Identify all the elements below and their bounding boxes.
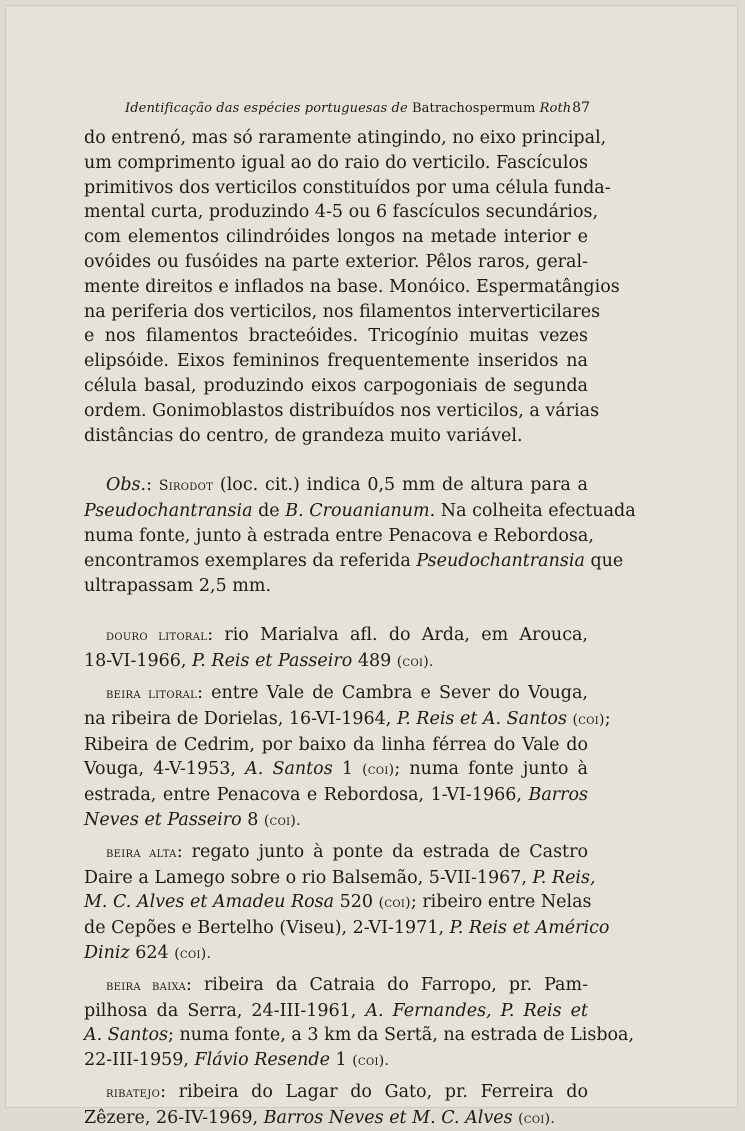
record-text: : rio Marialva afl. do Arda, em Arouca, (207, 625, 588, 646)
record-text: : ribeira da Catraia do Farropo, pr. Pam- (186, 974, 588, 995)
text-line: numa fonte, junto à estrada entre Penacova e Rebordosa, (84, 525, 594, 546)
record-text: 1 (329, 1050, 353, 1071)
record-text: 8 (241, 809, 264, 830)
text-line (84, 707, 611, 733)
text-line (84, 1080, 588, 1106)
text-line (84, 649, 588, 675)
herbarium-code: (coi) (362, 762, 395, 779)
running-title-genus: Batrachospermum (412, 101, 536, 116)
taxon-name: B. Crouanianum. (285, 501, 436, 522)
herbarium-code: (coi). (396, 654, 434, 671)
collector-names: A. Santos (84, 1025, 169, 1046)
collector-names: P. Reis, (532, 867, 596, 888)
obs-text: encontramos exemplares da referida (84, 550, 417, 571)
obs-text: que (584, 550, 624, 571)
text-line (84, 1023, 635, 1048)
page-body (84, 126, 636, 1131)
text-line (84, 808, 588, 834)
record-text: de Cepões e Bertelho (Viseu), 2-VI-1971, (84, 918, 450, 939)
record-text: 520 (334, 892, 379, 913)
text-line: distâncias do centro, de grandeza muito variável. (84, 425, 523, 446)
text-line: célula basal, produzindo eixos carpogoniais de segunda (84, 375, 588, 396)
collector-names: Flávio Resende (194, 1050, 330, 1071)
text-line (84, 1048, 588, 1074)
record-text: 489 (352, 651, 397, 672)
herbarium-code: (coi). (263, 812, 301, 829)
record-text: ; numa fonte junto à (394, 759, 588, 780)
text-line (84, 999, 588, 1024)
collector-names: M. C. Alves et Amadeu Rosa (84, 892, 335, 913)
region-label: douro litoral (106, 628, 208, 645)
collector-names: Barros Neves et M. C. Alves (263, 1107, 513, 1128)
text-line (84, 941, 588, 967)
herbarium-code: (coi) (572, 711, 605, 728)
obs-text: (loc. cit.) indica 0,5 mm de altura para a (213, 475, 588, 496)
collector-names: A. Fernandes, P. Reis et (365, 1000, 588, 1021)
text-line: elipsóide. Eixos femininos frequentemente inseridos na (84, 351, 588, 372)
text-line (84, 499, 636, 524)
record-text: 1 (332, 759, 363, 780)
obs-text: de (252, 501, 286, 522)
collector-names: P. Reis et Passeiro (192, 651, 353, 672)
record-text: 22-III-1959, (84, 1050, 195, 1071)
record-beira-baixa (84, 973, 635, 1074)
text-line (84, 681, 588, 707)
text-line (84, 623, 588, 649)
text-line: ovóides ou fusóides na parte exterior. Pêlos raros, geral- (84, 251, 588, 272)
text-line: e nos filamentos bracteóides. Tricogínio muitas vezes (84, 326, 588, 347)
record-beira-litoral (84, 681, 611, 834)
obs-author: Sirodot (158, 478, 214, 495)
collector-names: P. Reis et Américo (449, 918, 610, 939)
page (5, 5, 738, 1128)
text-line: Obs.: Sirodot (loc. cit.) indica 0,5 mm de altura para a (106, 475, 588, 496)
page-number: 87 (572, 100, 590, 116)
record-text: 624 (129, 942, 175, 963)
collector-names: Barros (528, 785, 588, 806)
running-title-text: Identificação das espécies portuguesas de (125, 101, 408, 116)
text-line: mente direitos e inflados na base. Monóico. Espermatângios (84, 276, 620, 297)
text-line (84, 757, 588, 783)
record-text: : ribeira do Lagar do Gato, pr. Ferreira do (160, 1081, 588, 1102)
herbarium-code: (coi). (174, 945, 212, 962)
record-text: na ribeira de Dorielas, 16-VI-1964, (84, 708, 397, 729)
text-line: do entrenó, mas só raramente atingindo, no eixo principal, (84, 128, 607, 148)
text-line (84, 866, 596, 891)
running-header (125, 100, 590, 116)
herbarium-code: (coi) (378, 895, 411, 912)
taxon-name: Pseudochantransia (84, 501, 253, 522)
record-text: : entre Vale de Cambra e Sever do Vouga, (197, 682, 588, 703)
collector-names: Diniz (84, 942, 130, 963)
collector-names: P. Reis et A. Santos (396, 708, 567, 729)
spacer (84, 448, 588, 473)
taxon-name: Pseudochantransia (416, 550, 585, 571)
text-line: primitivos dos verticilos constituídos por uma célula funda- (84, 177, 611, 198)
record-text: ; numa fonte, a 3 km da Sertã, na estrada de Lisboa, (168, 1025, 635, 1046)
obs-text: Na colheita efectuada (435, 501, 636, 522)
text-line: ultrapassam 2,5 mm. (84, 575, 272, 596)
record-text: : regato junto à ponte da estrada de Castro (176, 841, 588, 862)
text-line (84, 783, 588, 808)
text-line (84, 973, 588, 999)
herbarium-code: (coi). (518, 1110, 556, 1127)
text-line (84, 916, 610, 941)
herbarium-code: (coi). (352, 1053, 390, 1070)
obs-paragraph (84, 473, 636, 598)
text-line: mental curta, produzindo 4-5 ou 6 fascículos secundários, (84, 202, 599, 223)
record-text: ; (604, 708, 611, 729)
collector-names: A. Santos (245, 759, 333, 780)
record-text: Vouga, 4-V-1953, (84, 759, 246, 780)
text-line (84, 840, 588, 866)
record-beira-alta (84, 840, 610, 967)
text-line (84, 1106, 588, 1131)
record-text: estrada, entre Penacova e Rebordosa, 1-VI-1966, (84, 785, 529, 806)
record-ribatejo (84, 1080, 588, 1131)
text-line (84, 549, 624, 574)
collector-names: Neves et Passeiro (84, 809, 242, 830)
text-line: ordem. Gonimoblastos distribuídos nos verticilos, a várias (84, 400, 600, 421)
text-line (84, 890, 592, 916)
text-line: na periferia dos verticilos, nos filamentos interverticilares (84, 301, 601, 322)
record-text: pilhosa da Serra, 24-III-1961, (84, 1000, 366, 1021)
running-title (125, 101, 571, 116)
running-title-author: Roth (539, 101, 572, 116)
text-line: Ribeira de Cedrim, por baixo da linha férrea do Vale do (84, 734, 588, 755)
spacer (84, 598, 588, 623)
obs-label: Obs. (106, 475, 147, 496)
region-label: beira baixa (106, 977, 187, 994)
description-paragraph (84, 126, 620, 448)
region-label: beira litoral (106, 685, 198, 702)
record-text: Daire a Lamego sobre o rio Balsemão, 5-VII-1967, (84, 867, 533, 888)
record-text: Zêzere, 26-IV-1969, (84, 1107, 264, 1128)
text-line: com elementos cilindróides longos na metade interior e (84, 227, 588, 248)
record-text: ; ribeiro entre Nelas (410, 892, 592, 913)
region-label: ribatejo (106, 1084, 161, 1101)
record-douro-litoral (84, 623, 588, 675)
record-text: 18-VI-1966, (84, 651, 193, 672)
text-line: um comprimento igual ao do raio do verticilo. Fascículos (84, 152, 588, 173)
region-label: beira alta (106, 844, 177, 861)
